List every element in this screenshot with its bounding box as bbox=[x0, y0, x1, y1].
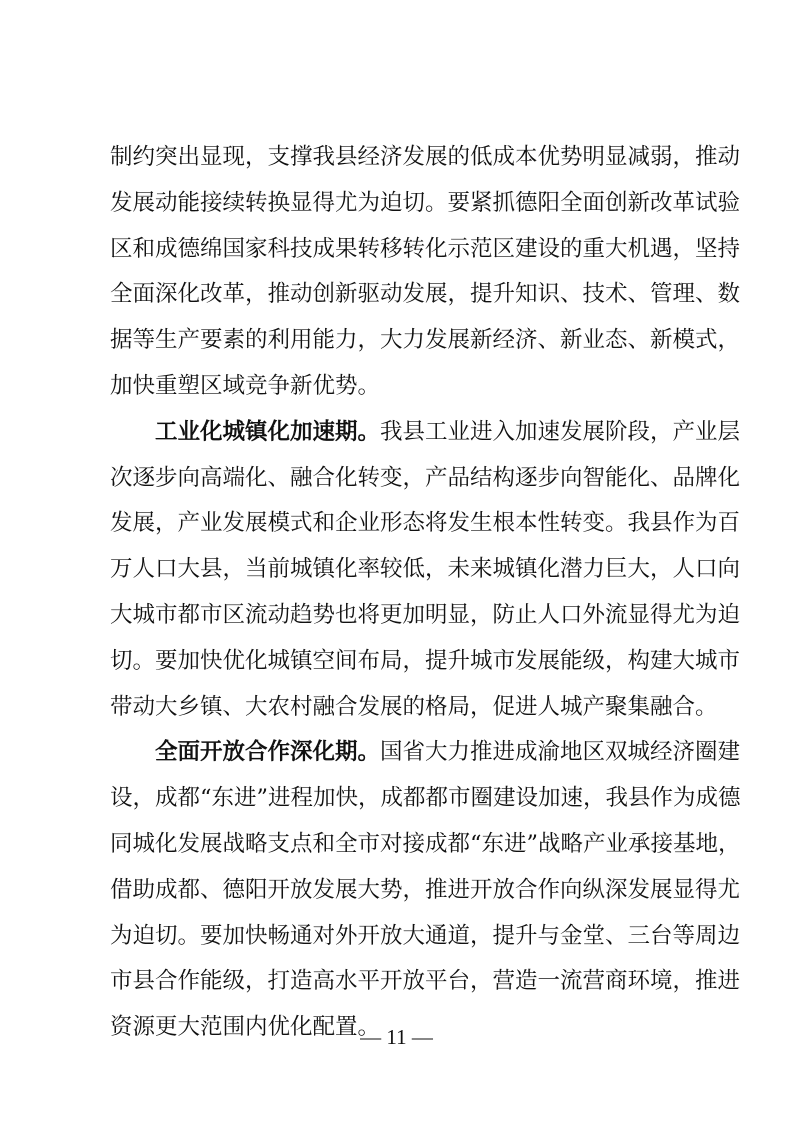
paragraph-heading: 全面开放合作深化期。 bbox=[155, 739, 381, 765]
paragraph-first-line bbox=[155, 414, 741, 450]
paragraph-heading: 工业化城镇化加速期。 bbox=[155, 419, 381, 445]
paragraph-first-line bbox=[155, 734, 741, 770]
text-line: 为迫切。要加快畅通对外开放大通道，提升与金堂、三台等周边 bbox=[110, 923, 741, 949]
text-line: 次逐步向高端化、融合化转变，产品结构逐步向智能化、品牌化 bbox=[110, 465, 741, 491]
text-line: 带动大乡镇、大农村融合发展的格局，促进人城产聚集融合。 bbox=[110, 694, 718, 720]
text-line: 同城化发展战略支点和全市对接成都“东进”战略产业承接基地， bbox=[110, 831, 741, 857]
text-line: 设，成都“东进”进程加快，成都都市圈建设加速，我县作为成德 bbox=[110, 785, 741, 811]
text-line: 借助成都、德阳开放发展大势，推进开放合作向纵深发展显得尤 bbox=[110, 877, 741, 903]
text-line: 发展动能接续转换显得尤为迫切。要紧抓德阳全面创新改革试验 bbox=[110, 190, 741, 216]
text-run: 我县工业进入加速发展阶段，产业层 bbox=[380, 419, 741, 445]
text-line: 资源更大范围内优化配置。 bbox=[110, 1014, 381, 1040]
text-line: 加快重塑区域竞争新优势。 bbox=[110, 373, 381, 399]
text-line: 万人口大县，当前城镇化率较低，未来城镇化潜力巨大，人口向 bbox=[110, 556, 741, 582]
text-line: 区和成德绵国家科技成果转移转化示范区建设的重大机遇，坚持 bbox=[110, 236, 741, 262]
text-line: 大城市都市区流动趋势也将更加明显，防止人口外流显得尤为迫 bbox=[110, 602, 741, 628]
text-line: 切。要加快优化城镇空间布局，提升城市发展能级，构建大城市 bbox=[110, 648, 741, 674]
text-run: 国省大力推进成渝地区双城经济圈建 bbox=[380, 739, 741, 765]
text-line: 发展，产业发展模式和企业形态将发生根本性转变。我县作为百 bbox=[110, 510, 741, 536]
text-line: 制约突出显现，支撑我县经济发展的低成本优势明显减弱，推动 bbox=[110, 144, 741, 170]
text-line: 据等生产要素的利用能力，大力发展新经济、新业态、新模式， bbox=[110, 327, 741, 353]
text-line: 全面深化改革，推动创新驱动发展，提升知识、技术、管理、数 bbox=[110, 281, 741, 307]
text-line: 市县合作能级，打造高水平开放平台，营造一流营商环境，推进 bbox=[110, 968, 741, 994]
page-number: — 11 — bbox=[360, 1025, 433, 1049]
